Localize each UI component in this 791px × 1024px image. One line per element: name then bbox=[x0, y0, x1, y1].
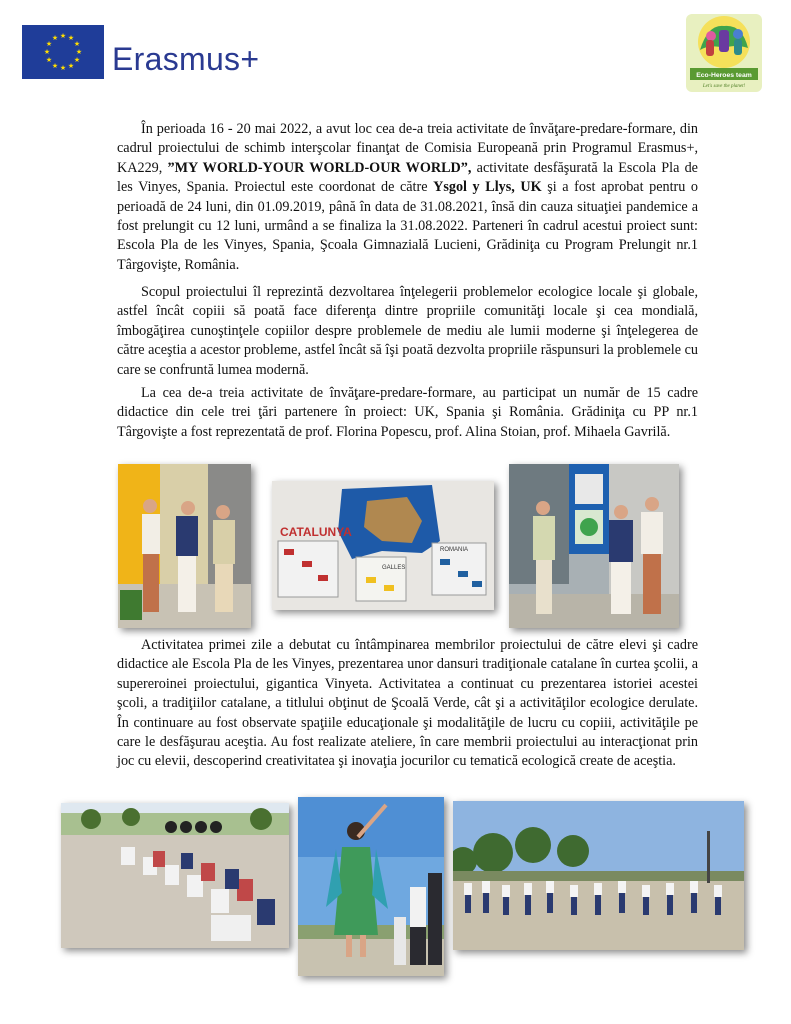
photo-teachers-school-entrance bbox=[118, 464, 251, 628]
photo-students-sitting-schoolyard bbox=[61, 803, 289, 948]
participants-paragraph bbox=[117, 384, 698, 442]
svg-text:★: ★ bbox=[51, 34, 59, 42]
eu-flag-logo bbox=[22, 25, 104, 79]
erasmus-logo-text: Erasmus+ bbox=[112, 41, 260, 77]
svg-text:★: ★ bbox=[59, 64, 67, 72]
project-title: ”MY WORLD-YOUR WORLD-OUR WORLD”, bbox=[167, 159, 472, 176]
svg-text:★: ★ bbox=[45, 40, 53, 48]
coordinator-name: Ysgol y Llys, UK bbox=[433, 179, 542, 196]
activities-text: Activitatea primei zile a debutat cu întâmpinarea membrilor proiectului de către elevi şi cadre didactice ale Escola Pla de les Vinyes, prezentarea unor dansuri tradiţionale catalane în curtea şcolii, a supereroinei proiectului, gigantica Vinyeta. Activitatea a continuat cu prezentarea istoriei acestei şcoli, a tradiţiilor catalane, a titlului obţinut de Şcoală Verde, cât şi a activităţilor ecologice derulate. În continuare au fost observate spaţiile educaţionale şi modalităţile de lucru cu copiii, activităţile pe care le desfăşurau aceştia. Au fost realizate ateliere, în care membrii proiectului au interacţionat prin joc cu elevii, descoperind creativitatea şi inovaţia jocurilor cu tematică ecologică create de aceştia. bbox=[117, 637, 698, 770]
svg-text:★: ★ bbox=[73, 56, 81, 64]
map-label: CATALUNYA bbox=[280, 525, 352, 539]
svg-text:★: ★ bbox=[73, 40, 81, 48]
photo-catalunya-map-board bbox=[272, 481, 494, 610]
intro-paragraph bbox=[117, 120, 698, 275]
eco-logo-title: Eco-Heroes team bbox=[696, 72, 752, 79]
wales-label: GALLES bbox=[382, 565, 406, 571]
eco-heroes-logo bbox=[686, 14, 762, 92]
purpose-paragraph bbox=[117, 283, 698, 380]
svg-text:★: ★ bbox=[67, 34, 75, 42]
svg-text:★: ★ bbox=[59, 32, 67, 40]
svg-text:★: ★ bbox=[45, 56, 53, 64]
svg-text:★: ★ bbox=[75, 48, 83, 56]
activities-paragraph bbox=[117, 636, 698, 772]
eco-logo-tagline: Let's save the planet! bbox=[702, 84, 746, 89]
intro-text-c: şi a fost aprobat pentru o perioadă de 24 luni, din 01.09.2019, până în data de 31.08.2021, însă din cauza situaţiei pandemice a fost prelungit cu 12 luni, urmând a se finaliza la 31.08.2022. Parteneri în cadrul acestui proiect sunt: Escola Pla de les Vinyes, Spania, Şcoala Gimnazială Lucieni, Grădiniţa cu Program Prelungit nr.1 Târgovişte, România. bbox=[117, 179, 699, 273]
svg-text:★: ★ bbox=[51, 62, 59, 70]
participants-text: La cea de-a treia activitate de învăţare-predare-formare, au participat un număr de 15 cadre didactice din cele trei ţări partenere în proiect: UK, Spania şi România. Grădiniţa cu PP nr.1 Târgovişte a fost reprezentată de prof. Florina Popescu, prof. Alina Stoian, prof. Mihaela Gavrilă. bbox=[117, 385, 698, 440]
romania-label: ROMANIA bbox=[440, 547, 469, 553]
intro-text-b: activitate desfăşurată la Escola Pla de les Vinyes, Spania. Proiectul este coordonat de către bbox=[117, 159, 698, 196]
purpose-text: Scopul proiectului îl reprezintă dezvoltarea înţelegerii problemelor ecologice locale şi globale, astfel încât copiii să poată face diferenţa dintre propriile comunităţi locale şi cea mondială, îmbogăţirea cunoştinţele copiilor despre problemele de mediu ale lumii moderne şi înţelegerea de către aceştia a acestor probleme, astfel încât să îşi poată dezvolta propriile răspunsuri la problemele cu care se confruntă lumea modernă. bbox=[117, 284, 698, 378]
svg-text:★: ★ bbox=[43, 48, 51, 56]
photo-students-dancing-schoolyard bbox=[453, 801, 744, 950]
photo-vinyeta-giant-performer bbox=[298, 797, 444, 976]
svg-text:★: ★ bbox=[67, 62, 75, 70]
intro-text-a: În perioada 16 - 20 mai 2022, a avut loc cea de-a treia activitate de învăţare-predare-formare, din cadrul proiectului de schimb interşcolar finanţat de Comisia Europeană prin Programul Erasmus+, KA229, bbox=[117, 121, 698, 176]
photo-teachers-school-sign bbox=[509, 464, 679, 628]
